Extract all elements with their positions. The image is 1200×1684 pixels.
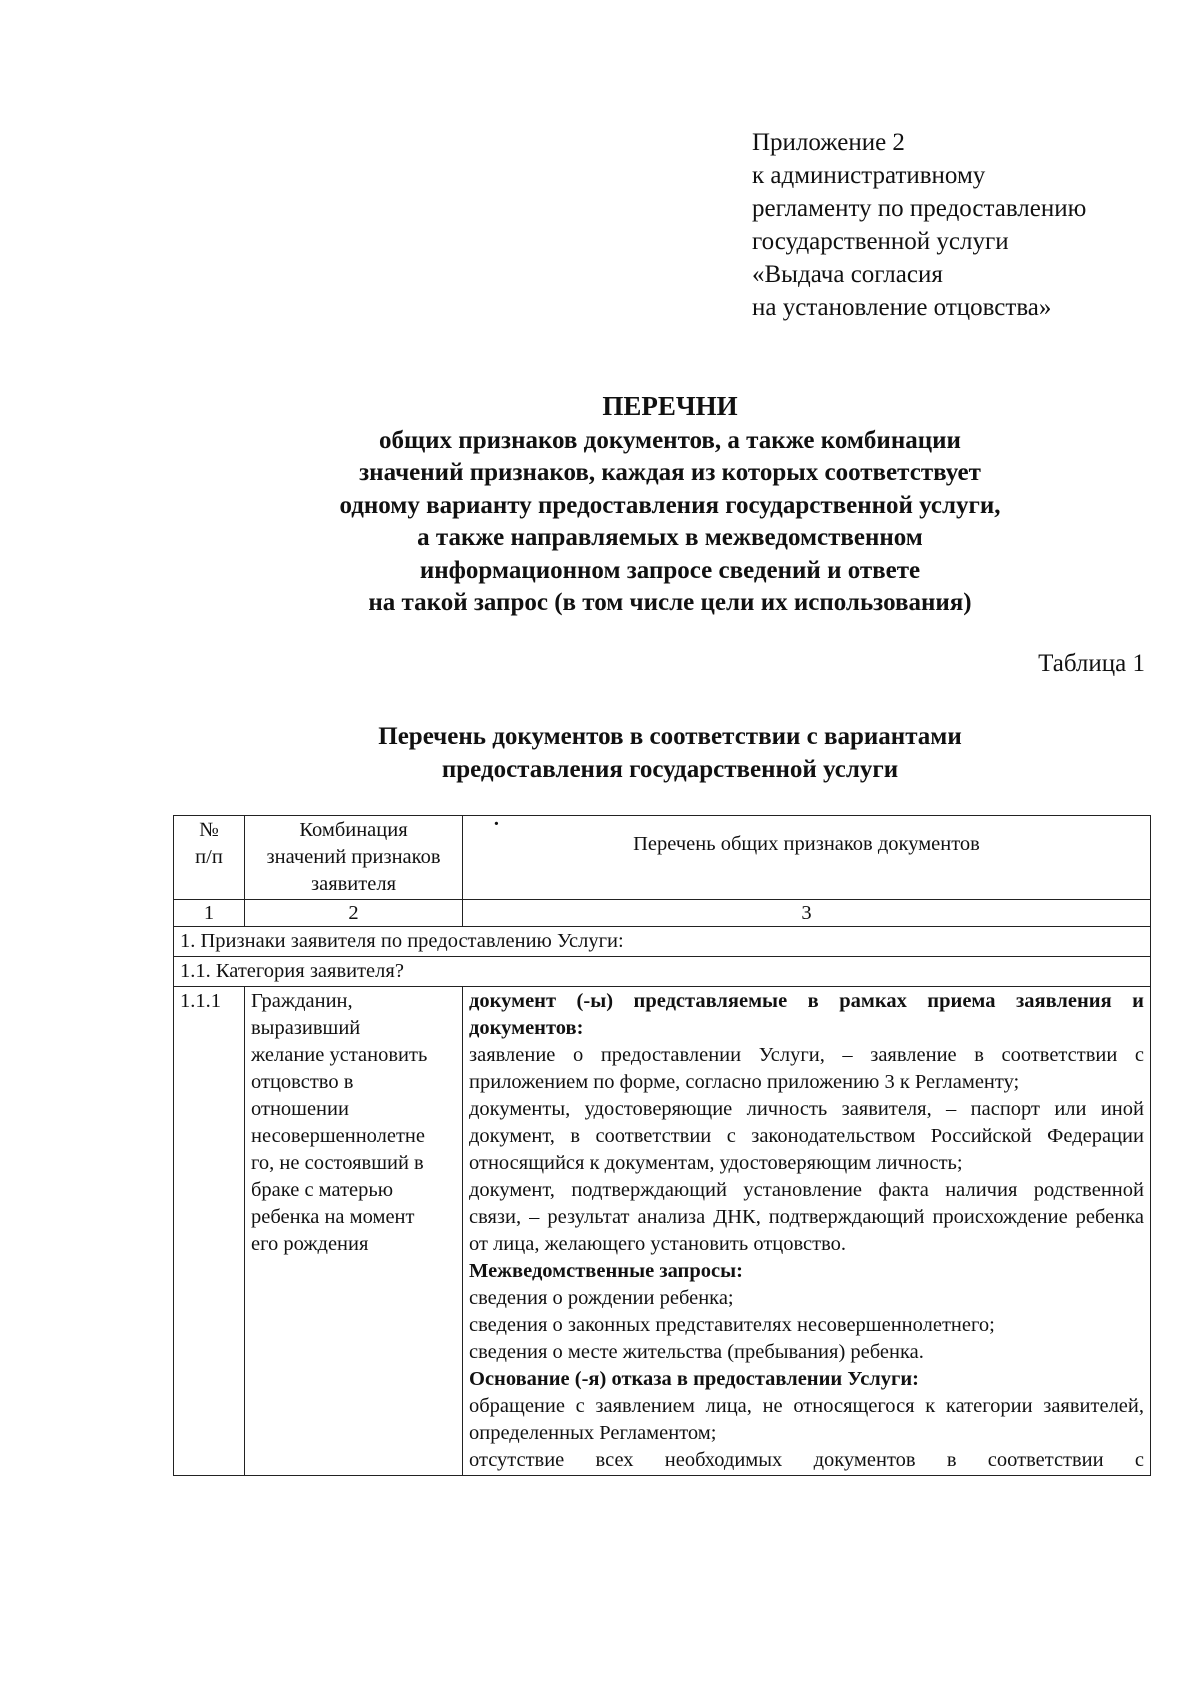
request-item: сведения о месте жительства (пребывания) ребенка. <box>469 1341 924 1363</box>
column-number-3: 3 <box>463 900 1151 927</box>
header-combination: Комбинация значений признаков заявителя <box>245 816 463 900</box>
title-line: а также направляемых в межведомственном <box>417 524 923 551</box>
appendix-line: государственной услуги <box>752 228 1009 255</box>
row-number: 1.1.1 <box>174 987 245 1476</box>
appendix-line: Приложение 2 <box>752 129 905 156</box>
appendix-line: на установление отцовства» <box>752 294 1052 321</box>
section-1-title: 1. Признаки заявителя по предоставлению Услуги: <box>174 927 1151 957</box>
section-1-1-title: 1.1. Категория заявителя? <box>174 957 1151 987</box>
table-header-row <box>174 816 1151 900</box>
request-item: сведения о рождении ребенка; <box>469 1287 734 1309</box>
doc-item: заявление о предоставлении Услуги, – заявление в соответствии с приложением по форме, согласно приложению 3 к Регламенту; <box>469 1044 1144 1093</box>
title-main: ПЕРЕЧНИ <box>602 391 738 421</box>
stray-dot: · <box>493 813 500 835</box>
caption-line: Перечень документов в соответствии с вариантами <box>378 723 962 750</box>
title-line: информационном запросе сведений и ответе <box>419 556 921 584</box>
header-number: № п/п <box>174 816 245 900</box>
refusal-item: отсутствие всех необходимых документов в соответствии с <box>469 1449 1144 1471</box>
request-item: сведения о законных представителях несовершеннолетнего; <box>469 1314 995 1336</box>
title-line: на такой запрос (в том числе цели их использования) <box>368 589 972 616</box>
header-documents: · Перечень общих признаков документов <box>463 816 1151 900</box>
doc-item: документы, удостоверяющие личность заявителя, – паспорт или иной документ, в соответствии с законодательством Российской Федерации относящийся к документам, удостоверяющим личность; <box>469 1098 1144 1174</box>
appendix-header <box>752 126 1172 324</box>
documents-description <box>463 987 1151 1476</box>
column-number-1: 1 <box>174 900 245 927</box>
documents-table <box>173 815 1151 1476</box>
requests-heading: Межведомственные запросы: <box>469 1260 743 1282</box>
applicant-combination: Гражданин, выразивший желание установить отцовство в отношении несовершеннолетне го, не состоявший в браке с матерью ребенка на момент его рождения <box>245 987 463 1476</box>
column-number-2: 2 <box>245 900 463 927</box>
title-line: общих признаков документов, а также комбинации <box>379 426 961 454</box>
section-row <box>174 957 1151 987</box>
doc-item: документ, подтверждающий установление факта наличия родственной связи, – результат анализа ДНК, подтверждающий происхождение ребенка от лица, желающего установить отцовство. <box>469 1179 1144 1255</box>
title-line: значений признаков, каждая из которых соответствует <box>359 459 981 486</box>
title-line: одному варианту предоставления государственной услуги, <box>339 491 1001 519</box>
document-title <box>170 390 1170 620</box>
refusal-item: обращение с заявлением лица, не относящегося к категории заявителей, определенных Регламентом; <box>469 1395 1144 1444</box>
caption-line: предоставления государственной услуги <box>441 756 899 783</box>
refusal-heading: Основание (-я) отказа в предоставлении Услуги: <box>469 1368 919 1390</box>
table-label: Таблица 1 <box>1038 650 1145 677</box>
table-row <box>174 987 1151 1476</box>
docs-heading: документ (-ы) представляемые в рамках приема заявления и документов: <box>469 990 1144 1039</box>
appendix-line: к административному <box>752 162 986 189</box>
section-row <box>174 927 1151 957</box>
table-caption <box>170 720 1170 786</box>
table-numbers-row <box>174 900 1151 927</box>
appendix-line: «Выдача согласия <box>752 261 943 288</box>
appendix-line: регламенту по предоставлению <box>752 195 1087 222</box>
